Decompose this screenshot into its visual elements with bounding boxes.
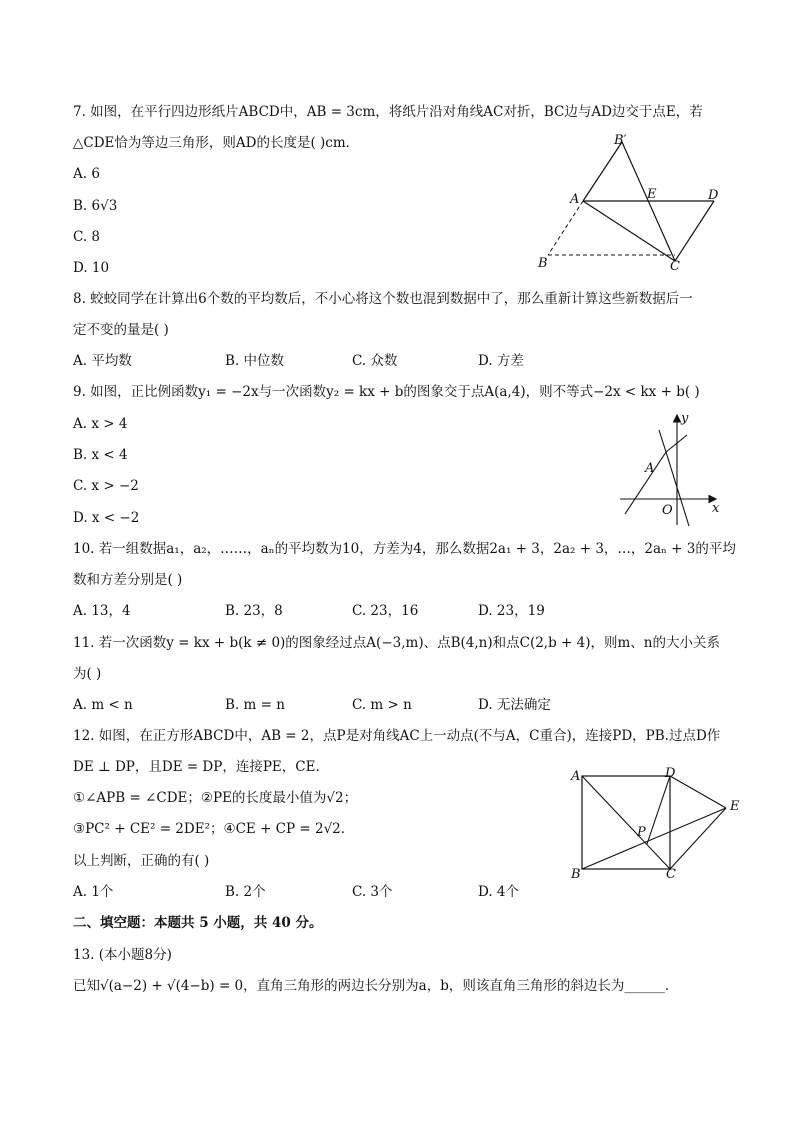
q9-label-o: O bbox=[662, 503, 673, 518]
q9-figure-graph bbox=[615, 410, 725, 530]
section2-heading: 二、填空题：本题共 5 小题，共 40 分。 bbox=[73, 915, 323, 931]
q8-option-a: A. 平均数 bbox=[73, 353, 132, 369]
q12-option-d: D. 4个 bbox=[478, 884, 520, 900]
q12-line-bpe bbox=[582, 808, 726, 869]
q8-option-b: B. 中位数 bbox=[225, 353, 285, 369]
q7-option-d: D. 10 bbox=[73, 260, 110, 276]
q9-line-y1-upper bbox=[659, 430, 666, 452]
q7-option-c: C. 8 bbox=[73, 229, 101, 245]
q11-option-c: C. m > n bbox=[352, 697, 412, 713]
q10-option-a: A. 13，4 bbox=[73, 603, 131, 619]
q12-figure-square bbox=[565, 765, 750, 885]
q12-option-c: C. 3个 bbox=[352, 884, 393, 900]
q12-line-ec bbox=[670, 808, 726, 869]
q8-stem-line2: 定不变的量是( ) bbox=[73, 322, 169, 338]
q12-stem-line2: DE ⊥ DP，且DE = DP，连接PE，CE． bbox=[73, 759, 329, 775]
q12-label-c: C bbox=[666, 867, 676, 882]
q12-option-a: A. 1个 bbox=[73, 884, 114, 900]
q7-stem-line1: 7. 如图，在平行四边形纸片ABCD中，AB = 3cm，将纸片沿对角线AC对折，BC边与AD边交于点E，若 bbox=[73, 104, 703, 120]
q12-stem-line4: ③PC² + CE² = 2DE²；④CE + CP = 2√2． bbox=[73, 821, 355, 837]
q9-label-x: x bbox=[712, 501, 720, 516]
q8-option-d: D. 方差 bbox=[478, 353, 524, 369]
q7-option-a: A. 6 bbox=[73, 166, 100, 182]
q7-label-a: A bbox=[570, 192, 580, 207]
q10-stem-line1: 10. 若一组数据a₁，a₂，……，aₙ的平均数为10，方差为4，那么数据2a₁ + 3，2a₂ + 3，…，2aₙ + 3的平均 bbox=[73, 541, 736, 557]
q12-label-a: A bbox=[571, 769, 581, 784]
q9-option-a: A. x > 4 bbox=[73, 416, 128, 432]
q12-stem-line3: ①∠APB = ∠CDE；②PE的长度最小值为√2； bbox=[73, 790, 358, 806]
q12-line-dp bbox=[647, 776, 670, 844]
q7-stem-line2: △CDE恰为等边三角形，则AD的长度是( )cm． bbox=[73, 135, 360, 151]
q11-option-d: D. 无法确定 bbox=[478, 697, 551, 713]
q11-option-b: B. m = n bbox=[225, 697, 285, 713]
q9-option-c: C. x > −2 bbox=[73, 478, 139, 494]
q9-option-d: D. x < −2 bbox=[73, 510, 140, 526]
q10-option-c: C. 23，16 bbox=[352, 603, 419, 619]
q7-figure-parallelogram bbox=[530, 130, 730, 275]
q7-label-b: B bbox=[538, 256, 548, 271]
q7-line-dc bbox=[675, 201, 714, 261]
q12-label-d: D bbox=[665, 766, 676, 781]
q7-label-c: C bbox=[670, 259, 680, 274]
q13-heading: 13. (本小题8分) bbox=[73, 947, 172, 963]
q11-option-a: A. m < n bbox=[73, 697, 133, 713]
q12-label-p: P bbox=[637, 825, 646, 840]
q12-stem-line5: 以上判断，正确的有( ) bbox=[73, 853, 210, 869]
q12-label-e: E bbox=[730, 799, 740, 814]
q12-label-b: B bbox=[571, 867, 581, 882]
q7-line-ab-prime bbox=[583, 142, 622, 201]
q10-option-b: B. 23，8 bbox=[225, 603, 283, 619]
q7-label-d: D bbox=[708, 188, 719, 203]
q9-option-b: B. x < 4 bbox=[73, 447, 128, 463]
q12-stem-line1: 12. 如图，在正方形ABCD中，AB = 2，点P是对角线AC上一动点(不与A，C重合)，连接PD，PB.过点D作 bbox=[73, 728, 721, 744]
q9-label-y: y bbox=[681, 411, 689, 426]
q12-line-de bbox=[670, 776, 726, 808]
q12-option-b: B. 2个 bbox=[225, 884, 266, 900]
q7-label-bprime: B′ bbox=[614, 133, 627, 148]
q11-stem-line2: 为( ) bbox=[73, 666, 102, 682]
q10-option-d: D. 23，19 bbox=[478, 603, 545, 619]
q7-label-e: E bbox=[647, 187, 657, 202]
q9-stem-line1: 9. 如图，正比例函数y₁ = −2x与一次函数y₂ = kx + b的图象交于点A(a,4)，则不等式−2x < kx + b( ) bbox=[73, 384, 700, 400]
q13-stem: 已知√(a−2) + √(4−b) = 0，直角三角形的两边长分别为a，b，则该直角三角形的斜边长为______． bbox=[73, 978, 679, 994]
q12-diagonal-ac bbox=[582, 776, 670, 869]
q8-stem-line1: 8. 蛟蛟同学在计算出6个数的平均数后，不小心将这个数也混到数据中了，那么重新计算这些新数据后一 bbox=[73, 291, 693, 307]
q11-stem-line1: 11. 若一次函数y = kx + b(k ≠ 0)的图象经过点A(−3,m)、点B(4,n)和点C(2,b + 4)，则m、n的大小关系 bbox=[73, 635, 720, 651]
q7-option-b: B. 6√3 bbox=[73, 198, 118, 214]
q8-option-c: C. 众数 bbox=[352, 353, 398, 369]
q10-stem-line2: 数和方差分别是( ) bbox=[73, 572, 183, 588]
q7-line-ab-dashed bbox=[548, 201, 583, 255]
q9-label-a: A bbox=[645, 461, 655, 476]
